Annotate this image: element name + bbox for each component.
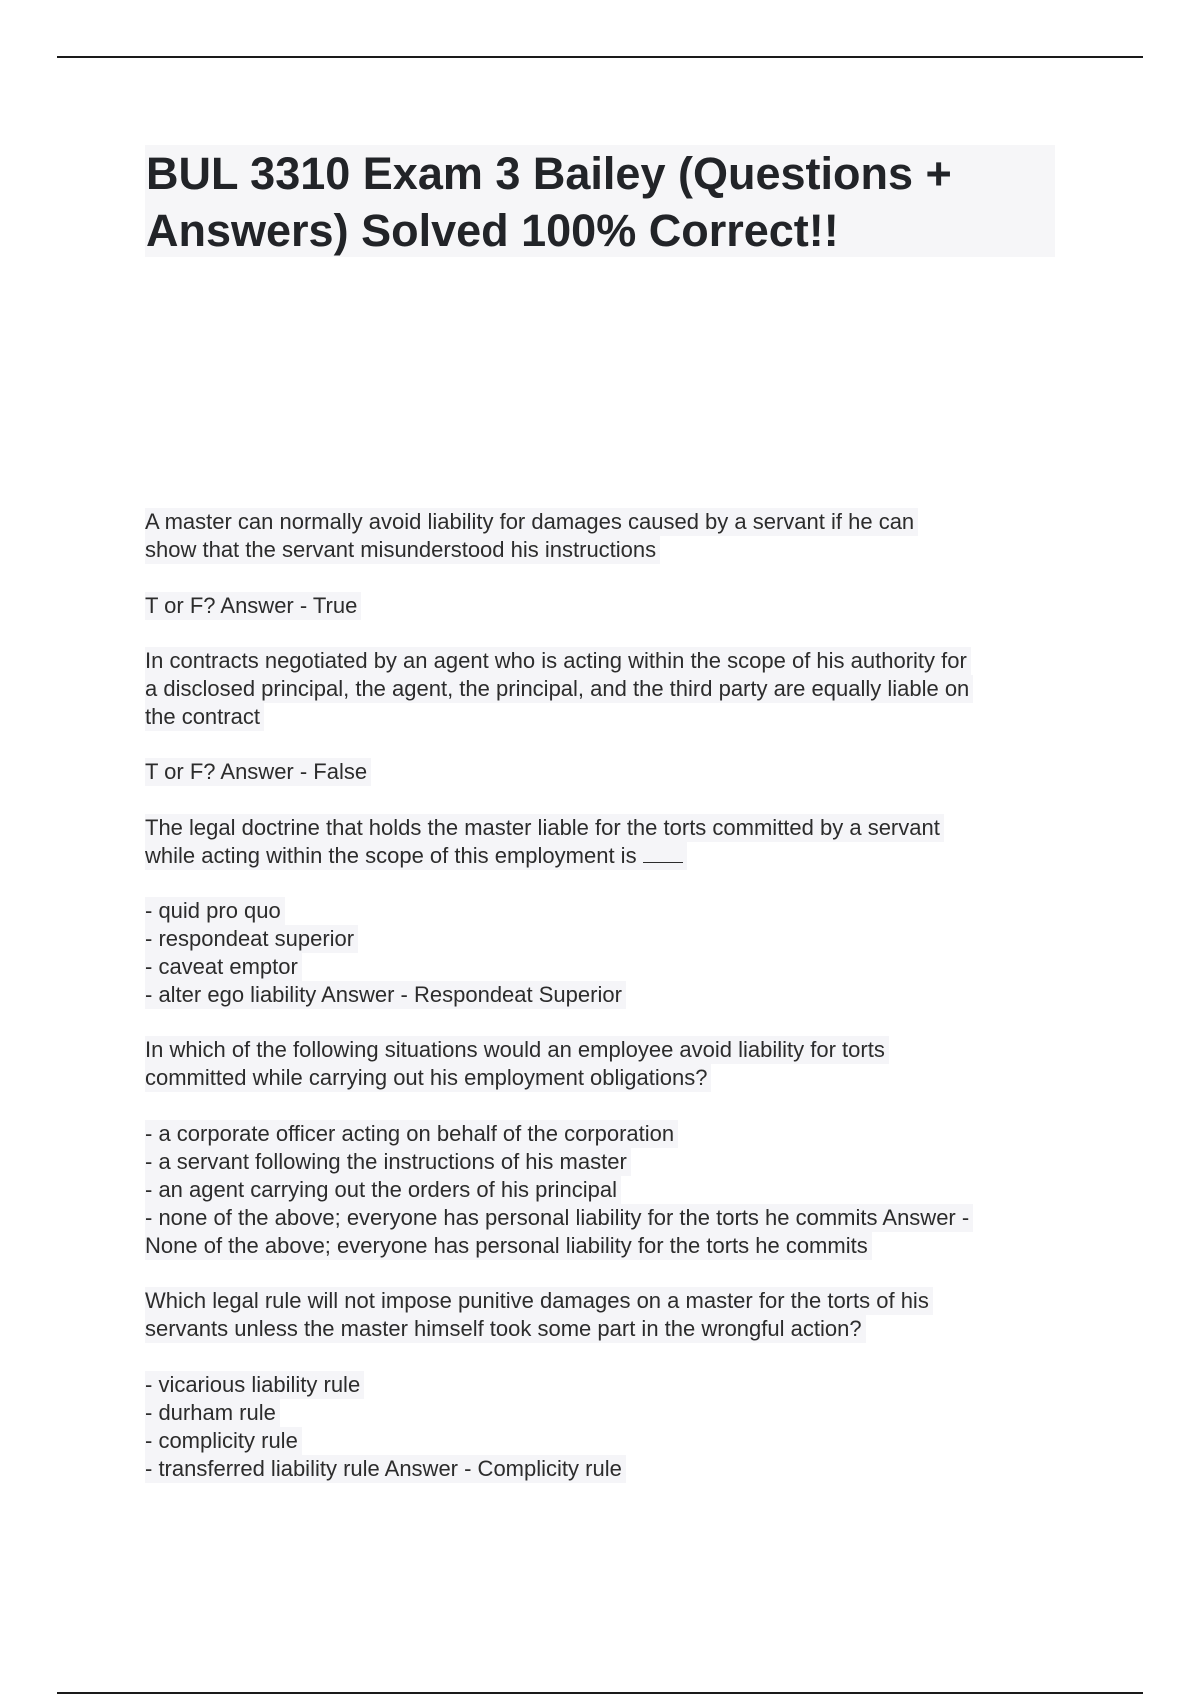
text-line: T or F? Answer - False	[145, 758, 371, 786]
options-5	[145, 1371, 626, 1483]
question-4	[145, 1036, 889, 1092]
option-line: - caveat emptor	[145, 953, 302, 981]
option-line: - durham rule	[145, 1399, 280, 1427]
answer-2	[145, 758, 371, 786]
option-line: - a corporate officer acting on behalf of the corporation	[145, 1120, 678, 1148]
footer-rule	[57, 1692, 1143, 1694]
options-3	[145, 897, 626, 1009]
text-line: committed while carrying out his employment obligations?	[145, 1064, 711, 1092]
answer-1	[145, 592, 361, 620]
text-line: The legal doctrine that holds the master liable for the torts committed by a servant	[145, 814, 944, 842]
text-line: A master can normally avoid liability for damages caused by a servant if he can	[145, 508, 918, 536]
text-line-with-blank	[145, 842, 687, 870]
option-line: - alter ego liability Answer - Respondeat Superior	[145, 981, 626, 1009]
option-line: - transferred liability rule Answer - Complicity rule	[145, 1455, 626, 1483]
option-line: - vicarious liability rule	[145, 1371, 364, 1399]
question-1	[145, 508, 918, 564]
options-4	[145, 1120, 973, 1260]
text-line: the contract	[145, 703, 264, 731]
text-line: servants unless the master himself took some part in the wrongful action?	[145, 1315, 866, 1343]
question-2	[145, 647, 973, 731]
text-line: In contracts negotiated by an agent who is acting within the scope of his authority for	[145, 647, 971, 675]
answer-blank	[643, 844, 683, 863]
header-rule	[57, 56, 1143, 58]
text-line: a disclosed principal, the agent, the principal, and the third party are equally liable on	[145, 675, 973, 703]
option-line: - none of the above; everyone has personal liability for the torts he commits Answer -	[145, 1204, 973, 1232]
question-3	[145, 814, 944, 870]
option-line: - respondeat superior	[145, 925, 358, 953]
option-line: - quid pro quo	[145, 897, 285, 925]
document-title	[146, 145, 1046, 259]
text-line: T or F? Answer - True	[145, 592, 361, 620]
option-line: - a servant following the instructions of his master	[145, 1148, 631, 1176]
option-line: - an agent carrying out the orders of his principal	[145, 1176, 621, 1204]
question-5	[145, 1287, 933, 1343]
option-line: - complicity rule	[145, 1427, 302, 1455]
text-line: show that the servant misunderstood his instructions	[145, 536, 660, 564]
title-line-1: BUL 3310 Exam 3 Bailey (Questions +	[146, 148, 952, 199]
text-line: Which legal rule will not impose punitive damages on a master for the torts of his	[145, 1287, 933, 1315]
text-line: while acting within the scope of this employment is	[145, 843, 637, 868]
option-line: None of the above; everyone has personal liability for the torts he commits	[145, 1232, 872, 1260]
text-line: In which of the following situations would an employee avoid liability for torts	[145, 1036, 889, 1064]
title-line-2: Answers) Solved 100% Correct!!	[146, 205, 839, 256]
